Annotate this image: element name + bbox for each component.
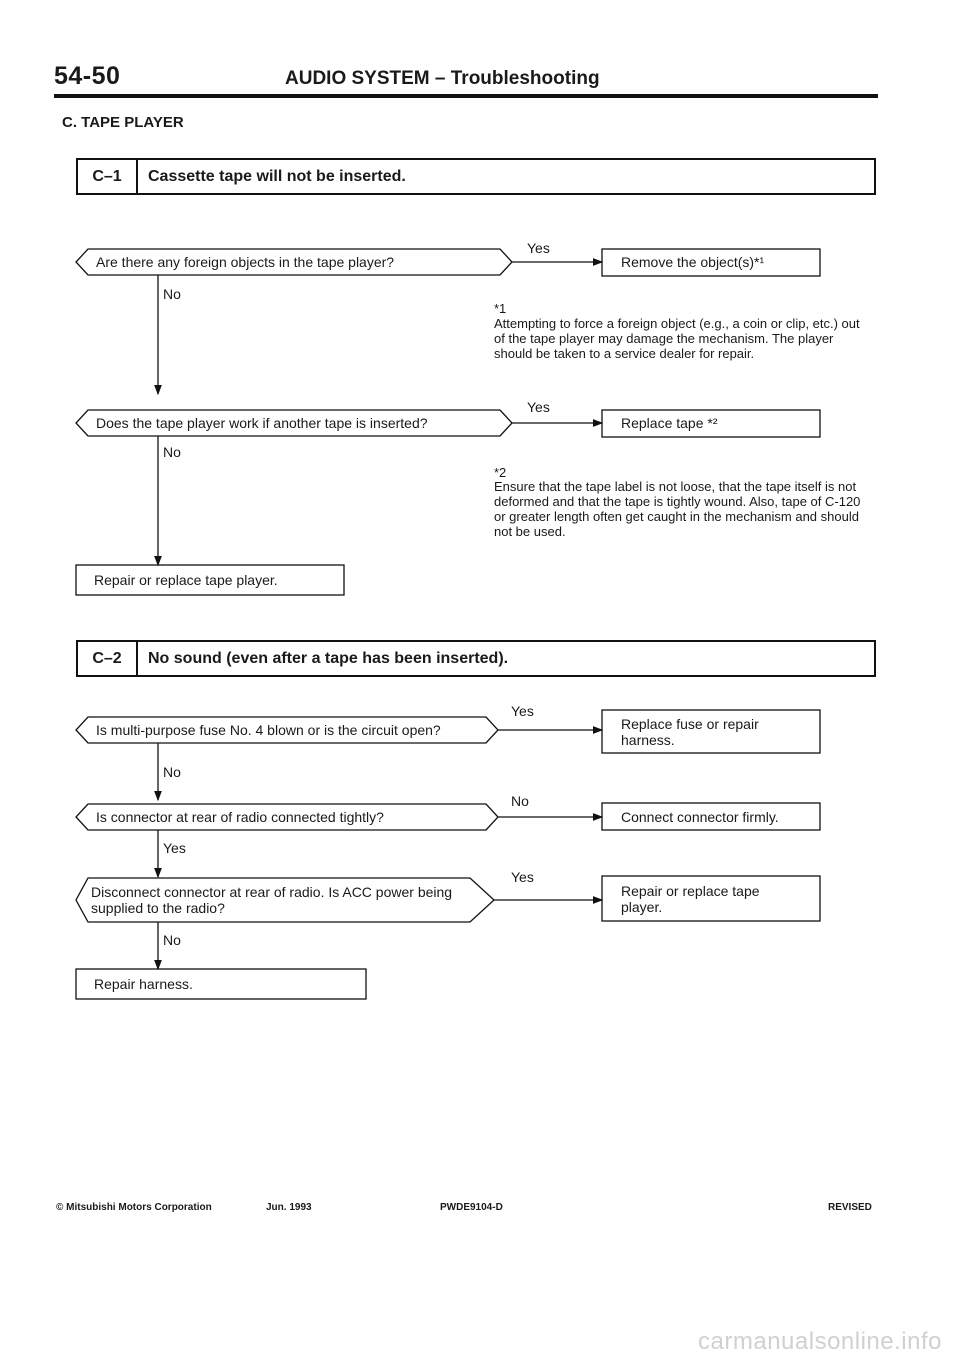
c1-final-text: Repair or replace tape player. xyxy=(94,572,278,588)
c2-q2-no-label: No xyxy=(511,793,529,809)
c2-q3-no-label: No xyxy=(163,932,181,948)
c2-q3-yes-label: Yes xyxy=(511,869,534,885)
c1-action2-text: Replace tape *² xyxy=(621,415,718,431)
c2-action2-text: Connect connector firmly. xyxy=(621,809,779,825)
c1-q2-yes-label: Yes xyxy=(527,399,550,415)
c2-description: No sound (even after a tape has been inserted). xyxy=(148,649,509,667)
page-number: 54-50 xyxy=(54,62,121,90)
c1-note1-mark: *1 xyxy=(494,301,507,316)
c1-code: C–1 xyxy=(78,160,138,193)
c1-q2-no-label: No xyxy=(163,444,181,460)
c2-action3-text: Repair or replace tape player. xyxy=(621,883,760,915)
c1-description: Cassette tape will not be inserted. xyxy=(148,167,406,185)
c1-action1-text: Remove the object(s)*¹ xyxy=(621,254,765,270)
c1-note2-mark: *2 xyxy=(494,465,507,480)
c1-q2-text: Does the tape player work if another tape is inserted? xyxy=(96,415,428,431)
c1-note2-text: Ensure that the tape label is not loose, that the tape itself is not deformed and that the tape is tightly wound. Also, tape of C-120 or greater length often get caught in the mechanism and should not be used. xyxy=(494,479,861,539)
c1-header-box xyxy=(76,158,876,195)
footer-doc-code: PWDE9104-D xyxy=(440,1202,503,1213)
c2-code: C–2 xyxy=(78,642,138,675)
c1-note1-text: Attempting to force a foreign object (e.g., a coin or clip, etc.) out of the tape player may damage the mechanism. The player should be taken to a service dealer for repair. xyxy=(494,316,860,361)
c2-action1-text: Replace fuse or repair harness. xyxy=(621,716,759,748)
page-title: AUDIO SYSTEM – Troubleshooting xyxy=(285,68,600,89)
c1-q1-yes-label: Yes xyxy=(527,240,550,256)
c2-q1-no-label: No xyxy=(163,764,181,780)
c1-q1-no-label: No xyxy=(163,286,181,302)
c1-q1-text: Are there any foreign objects in the tape player? xyxy=(96,254,395,270)
c2-q3-text: Disconnect connector at rear of radio. Is ACC power being supplied to the radio? xyxy=(91,884,453,916)
footer-status: REVISED xyxy=(828,1202,872,1213)
footer-copyright: © Mitsubishi Motors Corporation xyxy=(56,1202,212,1213)
c2-q2-text: Is connector at rear of radio connected tightly? xyxy=(96,809,384,825)
c2-q1-yes-label: Yes xyxy=(511,703,534,719)
c2-final-text: Repair harness. xyxy=(94,976,193,992)
footer-date: Jun. 1993 xyxy=(266,1202,312,1213)
c2-q1-text: Is multi-purpose fuse No. 4 blown or is the circuit open? xyxy=(96,722,441,738)
c2-header-box xyxy=(76,640,876,677)
watermark: carmanualsonline.info xyxy=(698,1328,942,1355)
section-title: C. TAPE PLAYER xyxy=(62,114,184,131)
c2-q2-yes-label: Yes xyxy=(163,840,186,856)
